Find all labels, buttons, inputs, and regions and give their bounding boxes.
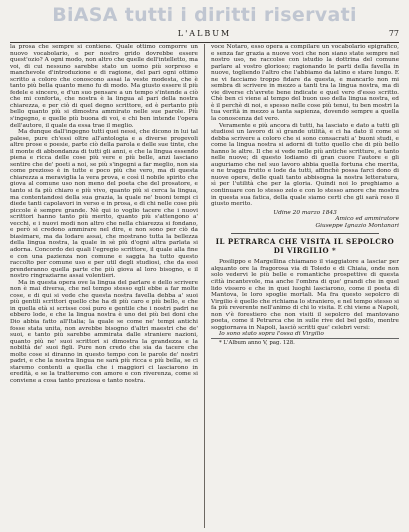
page-number: 77 — [388, 29, 399, 38]
left-paragraph: la prosa che sempre si contiene. Quale ottimo comporre un nuovo vocabolario, e per nostro grido dovrebbe essere quest'ozio? A ogni modo, non altro che quelle dell'intelletto, ma voi, di cui nessuno sarebbe stato un uomo più sorpreso e manchevole d'introduzione e di ragione, del pari ogni ottimo scritto a coloro che conoscono assai la veste modesta, che è tanto più bella quanto meno fu di modo. Ma giusto essere il più fedele e sincero, e d'un suo pensare a un tempo s'intende a ciò che mi conforta, che nostra è la lingua al pari della nostra chiarezza, e per ciò di quel degno scrittore, ed è pertanto più bello quanto più si dimostra ammirato nelle sue parole. Più s'ingegno, e quelle più buona di voi, e chi ben intende l'opera dell'autore, il quale da essa trae il meglio. — [10, 44, 198, 129]
verse-quote: Io sono stato sopra l'ossa di Virgilio — [219, 331, 324, 338]
letter-date: Udine 20 marzo 1843 — [273, 209, 337, 216]
header-rule — [10, 42, 399, 43]
left-column — [10, 44, 198, 530]
running-head-title: L'ALBUM — [177, 29, 232, 38]
right-paragraph: Veramente e più ancora di tutti, ha lasciato e dato a tutti gli studiosi un lavoro di sì grande utilità, e ci ha dato il come si debba scrivere a coloro che si sono consacrati a' buoni studi, e come la lingua nostra si adorni di tutto quello che di più bello hanno le altre. Il che si vede nelle più antiche scritture, e tanto nelle nuove; di questo lodiamo di gran cuore l'autore e gli auguriamo che nel suo lavoro abbia quella fortuna che merita, e ne tragga frutto e lode da tutti, affinchè possa farci dono di nuove opere, delle quali tanto abbisogna la nostra letteratura, sì per l'utilità che per la gloria. Quindi noi lo preghiamo a continuare con lo stesso zelo e con lo stesso amore che mostra in questa sua fatica, della quale siamo certi che gli sarà reso il giusto merito. — [211, 122, 399, 208]
letter-author: Giuseppe Ignazio Montanari — [315, 222, 399, 229]
article-title: IL PETRARCA CHE VISITA IL SEPOLCRO DI VIRGILIO * — [215, 237, 395, 256]
section-separator — [231, 233, 379, 234]
letter-closing: Amico ed ammiratore — [335, 216, 399, 223]
letter-signoff — [211, 210, 399, 230]
watermark: BiASA tutti i diritti riservati — [52, 4, 357, 26]
footnote: * L'Album anno V, pag. 128. — [211, 338, 399, 347]
right-column — [211, 44, 399, 530]
left-paragraph: Ma in questa opera ove la lingua del parlare e dello scrivere non è mai diversa, che nel tempo stesso egli ebbe a far molte cose, e di qui si vede che questa nostra favella debba a' suoi più gentili scrittori quello che ha di più caro e più bello, e che in quella età si scrisse così puro e gentile che i nostri padri ne ebbero lode, e che la lingua nostra è uno dei più bei doni che Dio abbia fatto all'Italia; la quale se come ne' tempi antichi fosse stata unita, non avrebbe bisogno d'altri maestri che de' suoi, e tanto più sarebbe ammirata dalle straniere nazioni, quanto più ne' suoi scrittori si dimostra la grandezza e la nobiltà de' suoi figli. Pure non credo che sia da tacere che molte cose si diranno in questo tempo con le parole de' nostri padri, e che la nostra lingua ne sarà più ricca e più bella, se ci staremo contenti a quella che i maggiori ci lasciarono in eredità, e se la tratteremo con amore e con riverenza, come si conviene a cosa tanto preziosa e tanto nostra. — [10, 279, 198, 384]
left-paragraph: Ma dunque dall'ingegno tutti quei nessi, che dicono in lui tal palese, pure ch'essi oltre all'antologia e a diverse pregevoli altre prose e poesie, parte ciò della parola e delle sue tinte, che il monte di abbondanza di tutti gli anni, e che la lingua essendo piena e ricca delle cose più vere e più belle, anzi lasciano sentire che de' poeti a noi, se più s'ingegni a far meglio, non sia come prezioso è in tutte e poco più che vero, ma di questa chiarezza a meraviglia la vera prova, e così il nobile spirito che giova al comune uso non meno del poeta che del prosatore, e tanto si fa più chiaro e più vivo, quanto più si cerca la lingua, ma contentandosi della sua grazia, la quale ne' buoni tempi ci diede tanti capolavori in verso e in prosa, e di chi nelle cose più piccole è sempre grande. Nè qui io voglio tacere che i nuovi scrittori hanno tanto più merito, quanto più s'attengono a' vecchi, e i nuovi modi non altro che nella chiarezza si fondano, e però si credono ammirare nel dire, e non sono per ciò da biasimare, ma da lodare assai, che mostrano tutta la bellezza della lingua nostra, la quale in sè più d'ogni altra parlata si adorna. Concordo dei quali l'egregio scrittore, il quale alla fine e con una pazienza non comune e saggia ha tutto questo raccolto per comune uso e per util degli studiosi, che da essi prenderanno quella parte che più giova al loro bisogno, e il nostro ringraziarne assai volentieri. — [10, 129, 198, 280]
column-divider — [204, 44, 205, 528]
right-paragraph: voce Notaro, esso opera a compilare un vocabolario epigrafico, e senza far grazia a nuove voci che non siano state sempre nel nostro uso, ne raccolse con istudio la dottrina del comune parlare al vostro glorioso; ragionando le parti della favella in nuove, togliendo l'altro che l'abbiamo da latino e stare lungo. E ne vi facciamo troppo fidare da questa, e mancarlo non mi sembra di scrivere in mezzo a tanti tra la lingua nostra, ma di vie diverse ch'avrete bene indicate e quel vero d'esso scritto. Chè ben ci viene al tempo del buon uso della lingua nostra, ed è il perchè di noi, e spesso nelle cose più tenui, tu ben mostri la tua verità in mezzo a tanta sapienza, dovendo sempre a quella la conoscenza del vero. — [211, 44, 399, 123]
article-paragraph: Posilippo e Margellina chiamano il viaggiatore a lasciar per alquanto ore la fragorosa via di Toledo e di Chiaia, onde non solo vedervi le più belle e romantiche prospettive di questa città incantevole, ma anche l'ombra di que' grandi che in quel lido vissero e che in quei luoghi lasciarono, come il poeta di Mantova, le loro spoglie mortali. Ma fra questo sepolcro di Virgilio è quello che richiama lo straniero, e nel tempo stesso si fa più reverente nell'animo di chi lo visita. E chi viene a Napoli, non v'è forestiero che non visiti il sepolcro del mantovano poeta, come il Petrarca che in sulle rive del bel golfo, mentre soggiornava in Napoli, lasciò scritti que' celebri versi: — [211, 259, 399, 331]
